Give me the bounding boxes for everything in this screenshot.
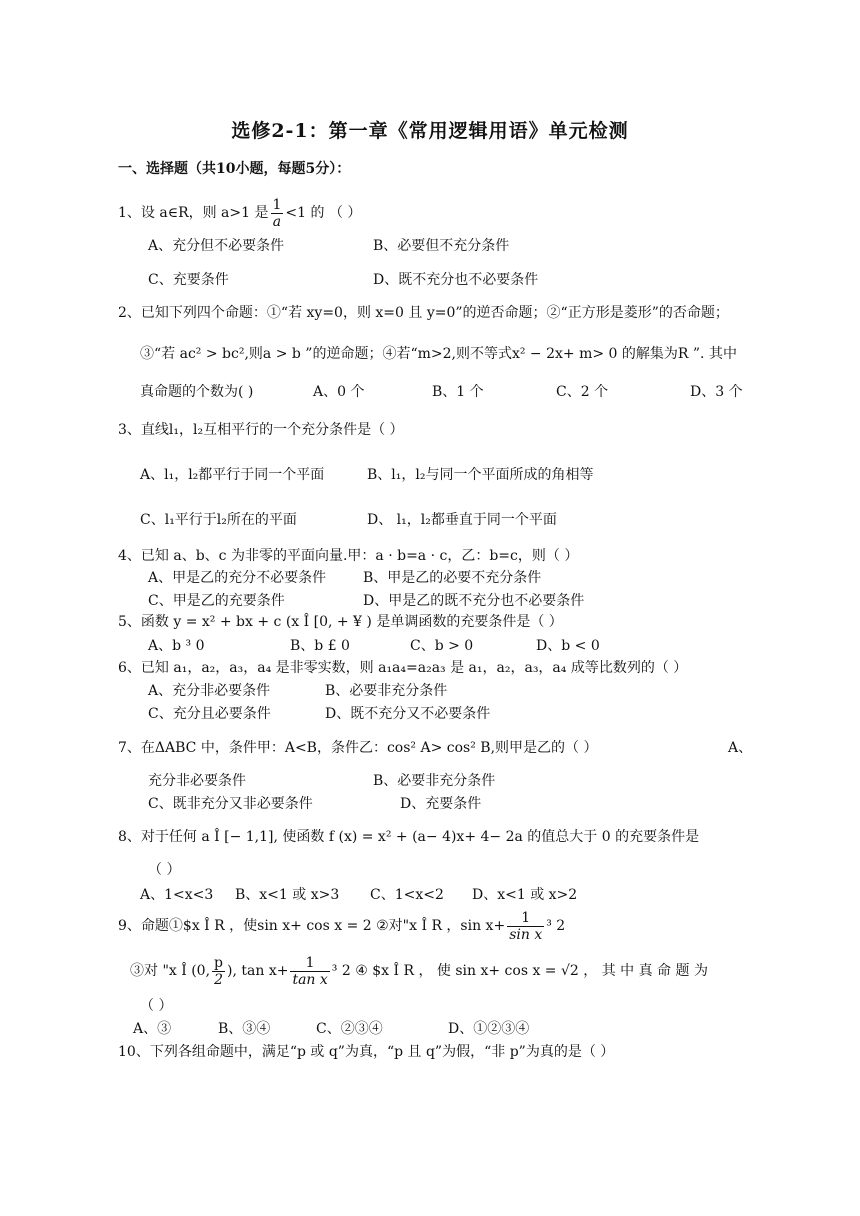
question-6-option-d: D、既不充分又不必要条件 xyxy=(325,706,491,722)
question-1-text-a: 1、设 a∈R，则 a>1 是 xyxy=(118,205,269,221)
question-8-option-c: C、1<x<2 xyxy=(370,887,444,903)
question-7-option-a-label: A、 xyxy=(728,740,753,756)
question-8-option-b: B、x<1 或 x>3 xyxy=(235,887,340,903)
question-8-option-a: A、1<x<3 xyxy=(140,887,214,903)
question-3-option-b: B、l₁，l₂与同一个平面所成的角相等 xyxy=(367,467,594,483)
question-2-stem-end: 真命题的个数为( ) xyxy=(140,384,254,400)
question-4-stem: 4、已知 a、b、c 为非零的平面向量.甲：a · b=a · c，乙：b=c，则（ ） xyxy=(118,548,579,564)
question-3-option-a: A、l₁，l₂都平行于同一个平面 xyxy=(140,467,325,483)
question-1-option-c: C、充要条件 xyxy=(148,272,229,288)
question-8-answer-paren: （ ） xyxy=(148,862,181,878)
question-6-option-a: A、充分非必要条件 xyxy=(148,683,271,699)
question-6-option-c: C、充分且必要条件 xyxy=(148,706,271,722)
fraction-numerator: p xyxy=(214,954,224,971)
question-4-option-b: B、甲是乙的必要不充分条件 xyxy=(363,570,542,586)
question-9-text-2c: ³ 2 ④ $x Î R ， 使 sin x+ cos x = √2 ， 其 中 真 命 题 为 xyxy=(331,963,708,979)
question-9-text-2b: ), tan x+ xyxy=(227,963,289,979)
fraction-denominator: 2 xyxy=(214,971,223,988)
question-2-line-2: ③“若 ac² > bc²,则a > b ”的逆命题；④若“m>2,则不等式x² − 2x+ m> 0 的解集为R ”. 其中 xyxy=(140,346,737,362)
question-9-text-1a: 9、命题①$x Î R ，使sin x+ cos x = 2 ②对"x Î R ，sin x+ xyxy=(118,918,506,934)
question-9-option-a: A、③ xyxy=(133,1021,172,1037)
question-2-line-1: 2、已知下列四个命题：①“若 xy=0，则 x=0 且 y=0”的逆否命题；②“正方形是菱形”的否命题； xyxy=(118,305,729,321)
question-3-option-c: C、l₁平行于l₂所在的平面 xyxy=(140,512,297,528)
question-4-option-c: C、甲是乙的充要条件 xyxy=(148,593,285,609)
question-7-stem: 7、在ΔABC 中，条件甲：A<B，条件乙：cos² A> cos² B,则甲是乙的（ ） xyxy=(118,740,598,756)
question-1-option-a: A、充分但不必要条件 xyxy=(148,238,285,254)
question-2-option-d: D、3 个 xyxy=(690,384,743,400)
question-3-stem: 3、直线l₁，l₂互相平行的一个充分条件是（ ） xyxy=(118,422,404,438)
question-1-option-d: D、既不充分也不必要条件 xyxy=(373,272,539,288)
question-8-stem: 8、对于任何 a Î [− 1,1], 使函数 f (x) = x² + (a− 4)x+ 4− 2a 的值总大于 0 的充要条件是 xyxy=(118,829,700,845)
question-2-option-b: B、1 个 xyxy=(432,384,484,400)
question-9-fraction-3 xyxy=(290,955,329,988)
question-8-option-d: D、x<1 或 x>2 xyxy=(472,887,578,903)
question-9-option-d: D、①②③④ xyxy=(448,1021,530,1037)
question-5-option-a: A、b ³ 0 xyxy=(148,638,205,654)
question-9-fraction-1 xyxy=(507,910,544,943)
question-7-option-a-text: 充分非必要条件 xyxy=(148,773,246,789)
fraction-numerator: 1 xyxy=(507,910,544,927)
question-3-option-d: D、 l₁，l₂都垂直于同一个平面 xyxy=(367,512,557,528)
question-10-stem: 10、下列各组命题中，满足“p 或 q”为真，“p 且 q”为假，“非 p”为真的是（ ） xyxy=(118,1044,615,1060)
question-4-option-a: A、甲是乙的充分不必要条件 xyxy=(148,570,327,586)
question-1-option-b: B、必要但不充分条件 xyxy=(373,238,510,254)
fraction-numerator: 1 xyxy=(290,955,329,972)
question-6-stem: 6、已知 a₁，a₂，a₃，a₄ 是非零实数，则 a₁a₄=a₂a₃ 是 a₁，a₂，a₃，a₄ 成等比数列的（ ） xyxy=(118,660,688,676)
fraction-denominator: sin x xyxy=(509,926,543,943)
question-9-option-c: C、②③④ xyxy=(316,1021,383,1037)
question-9-fraction-2 xyxy=(212,955,225,988)
question-9-text-2a: ③对 "x Î (0, xyxy=(130,963,211,979)
section-heading: 一、选择题（共10小题，每题5分）： xyxy=(118,161,351,177)
question-5-stem: 5、函数 y = x² + bx + c (x Î [0, + ¥ ) 是单调函数的充要条件是（ ） xyxy=(118,614,563,630)
fraction-denominator: tan x xyxy=(292,971,328,988)
question-9-line-2 xyxy=(130,950,708,992)
question-1-text-b: <1 的 （ ） xyxy=(285,205,362,221)
question-9-answer-paren: （ ） xyxy=(140,998,173,1014)
question-9-line-1 xyxy=(118,905,565,947)
question-9-option-b: B、③④ xyxy=(218,1021,271,1037)
question-7-option-b: B、必要非充分条件 xyxy=(373,773,496,789)
question-7-option-d: D、充要条件 xyxy=(400,796,482,812)
page-title: 选修2-1：第一章《常用逻辑用语》单元检测 xyxy=(231,120,629,142)
question-4-option-d: D、甲是乙的既不充分也不必要条件 xyxy=(363,593,585,609)
question-5-option-c: C、b > 0 xyxy=(410,638,474,654)
fraction-denominator: a xyxy=(272,213,282,230)
question-6-option-b: B、必要非充分条件 xyxy=(325,683,448,699)
question-9-text-1b: ³ 2 xyxy=(546,918,566,934)
question-1-stem xyxy=(118,192,361,234)
question-7-option-c: C、既非充分又非必要条件 xyxy=(148,796,313,812)
question-5-option-d: D、b < 0 xyxy=(536,638,600,654)
question-5-option-b: B、b £ 0 xyxy=(290,638,350,654)
question-2-option-c: C、2 个 xyxy=(556,384,609,400)
question-2-option-a: A、0 个 xyxy=(313,384,365,400)
question-1-fraction xyxy=(271,197,284,230)
fraction-numerator: 1 xyxy=(272,196,282,213)
